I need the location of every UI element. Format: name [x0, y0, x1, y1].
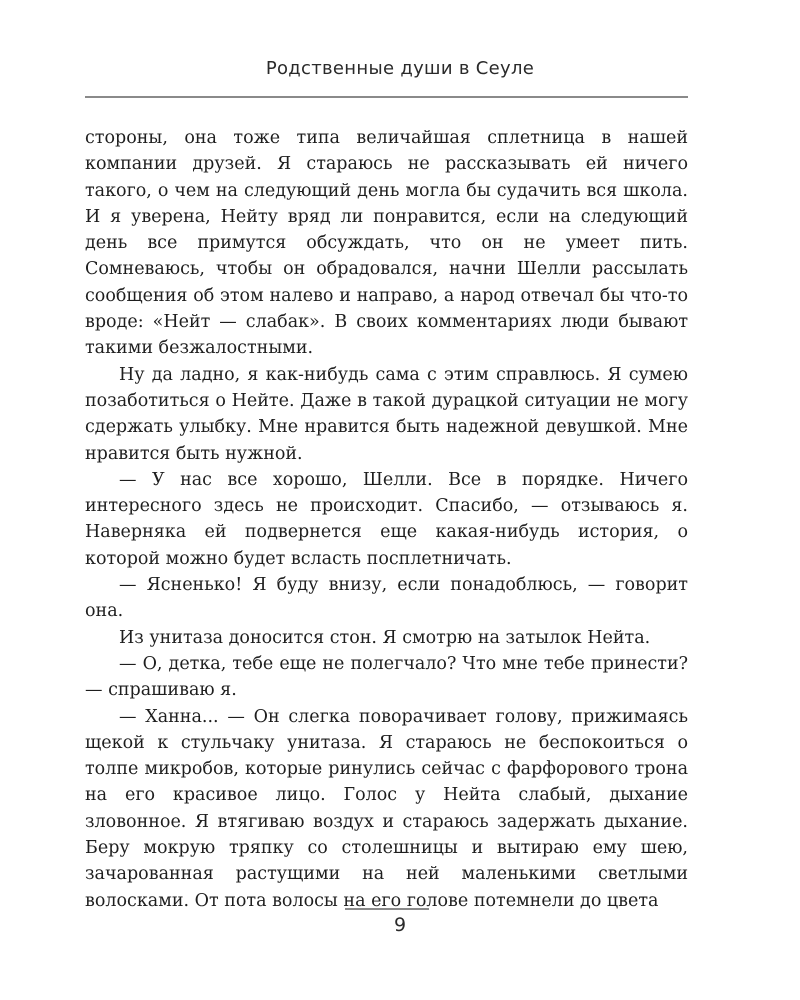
- paragraph: — Ясненько! Я буду внизу, если понадоблюсь, — говорит она.: [85, 575, 688, 622]
- header-divider: [85, 96, 688, 98]
- paragraph: — Ханна... — Он слегка поворачивает голову, прижимаясь щекой к стульчаку унитаза. Я стараюсь не беспокоиться о толпе микробов, которые ринулись сейчас с фарфорового трона на его красивое лицо. Голос у Нейта слабый, дыхание зловонное. Я втягиваю воздух и стараюсь задержать дыхание. Беру мокрую тряпку со столешницы и вытираю ему шею, зачарованная растущими на ней маленькими светлыми волосками. От пота волосы на его голове потемнели до цвета: [85, 706, 688, 911]
- paragraph: — У нас все хорошо, Шелли. Все в порядке. Ничего интересного здесь не происходит. Спасибо, — отзываюсь я. Наверняка ей подвернется еще какая-нибудь история, о которой можно будет всласть посплетничать.: [85, 469, 688, 569]
- paragraph: Ну да ладно, я как-нибудь сама с этим справлюсь. Я сумею позаботиться о Нейте. Даже в такой дурацкой ситуации не могу сдержать улыбку. Мне нравится быть надежной девушкой. Мне нравится быть нужной.: [85, 364, 688, 464]
- paragraph: стороны, она тоже типа величайшая сплетница в нашей компании друзей. Я стараюсь не рассказывать ей ничего такого, о чем на следующий день могла бы судачить вся школа. И я уверена, Нейту вряд ли понравится, если на следующий день все примутся обсуждать, что он не умеет пить. Сомневаюсь, чтобы он обрадовался, начни Шелли рассылать сообщения об этом налево и направо, а народ отвечал бы что-то вроде: «Нейт — слабак». В своих комментариях люди бывают такими безжалостными.: [85, 128, 688, 359]
- page-body: [85, 125, 688, 914]
- footer-divider: [345, 908, 429, 910]
- paragraph: Из унитаза доносится стон. Я смотрю на затылок Нейта.: [119, 627, 651, 648]
- paragraph: — О, детка, тебе еще не полегчало? Что мне тебе принести? — спрашиваю я.: [85, 653, 688, 701]
- running-title: Родственные души в Сеуле: [265, 58, 535, 79]
- page-number: 9: [393, 914, 407, 936]
